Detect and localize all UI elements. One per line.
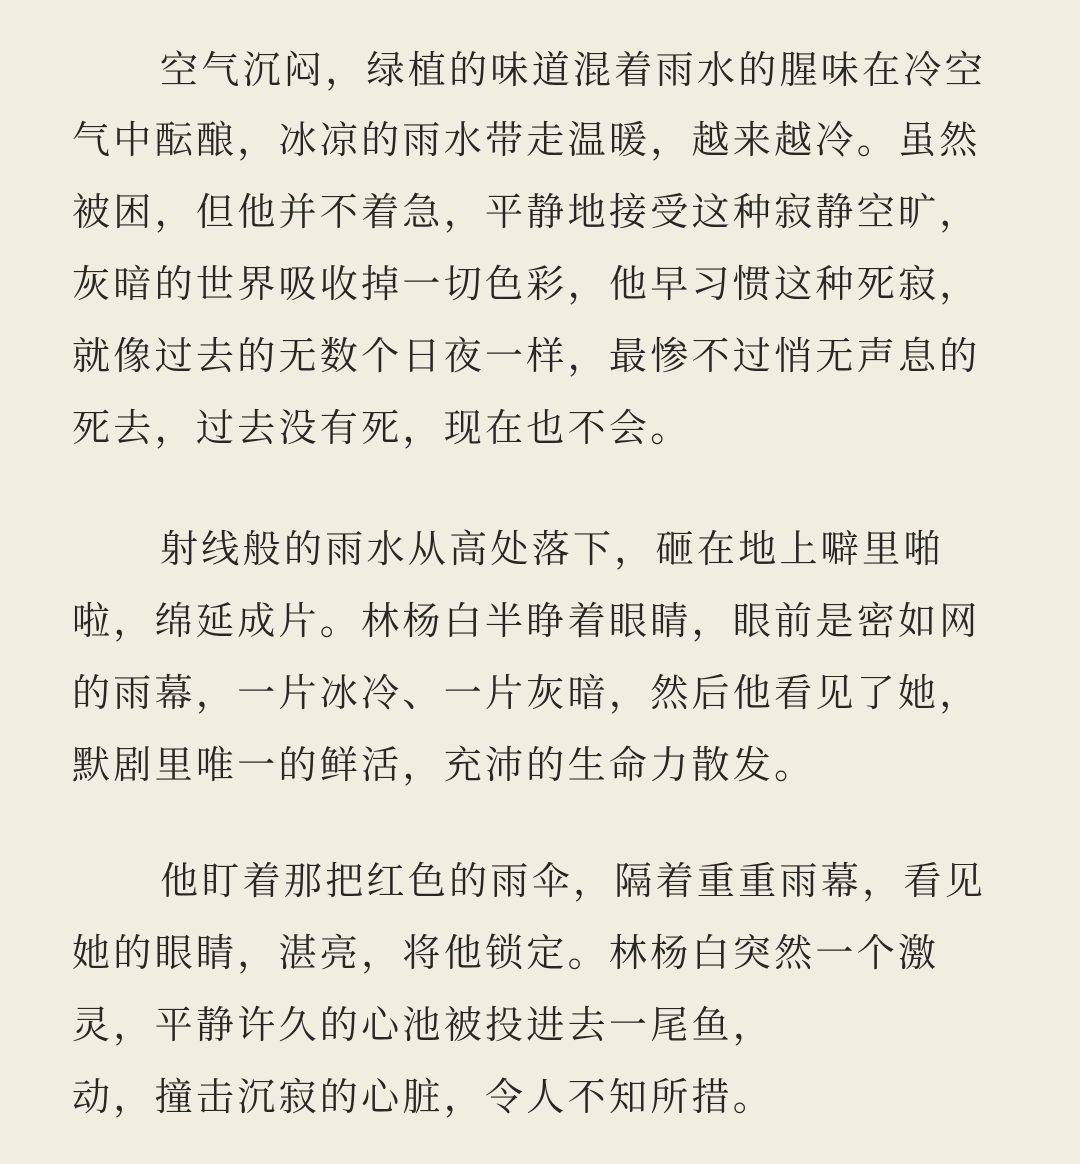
paragraph-1-line-1: 空气沉闷，绿植的味道混着雨水的腥味在冷空	[160, 48, 987, 92]
paragraph-3-line-4: 动，撞击沉寂的心脏，令人不知所措。	[72, 1075, 775, 1119]
paragraph-3-line-2: 她的眼睛，湛亮，将他锁定。林杨白突然一个激	[72, 931, 940, 975]
paragraph-1-line-2: 气中酝酿，冰凉的雨水带走温暖，越来越冷。虽然	[72, 118, 981, 162]
paragraph-1-line-6: 死去，过去没有死，现在也不会。	[72, 406, 692, 450]
paragraph-1-line-5: 就像过去的无数个日夜一样，最惨不过悄无声息的	[72, 334, 981, 378]
paragraph-2-line-3: 的雨幕，一片冰冷、一片灰暗，然后他看见了她，	[72, 671, 981, 715]
paragraph-1-line-4: 灰暗的世界吸收掉一切色彩，他早习惯这种死寂，	[72, 262, 981, 306]
paragraph-2-line-4: 默剧里唯一的鲜活，充沛的生命力散发。	[72, 743, 816, 787]
paragraph-3-line-3: 灵，平静许久的心池被投进去一尾鱼，	[72, 1003, 775, 1047]
paragraph-3-line-1: 他盯着那把红色的雨伞，隔着重重雨幕，看见	[160, 859, 987, 903]
paragraph-1-line-3: 被困，但他并不着急，平静地接受这种寂静空旷，	[72, 190, 981, 234]
paragraph-2-line-1: 射线般的雨水从高处落下，砸在地上噼里啪	[160, 527, 945, 571]
paragraph-2-line-2: 啦，绵延成片。林杨白半睁着眼睛，眼前是密如网	[72, 599, 981, 643]
